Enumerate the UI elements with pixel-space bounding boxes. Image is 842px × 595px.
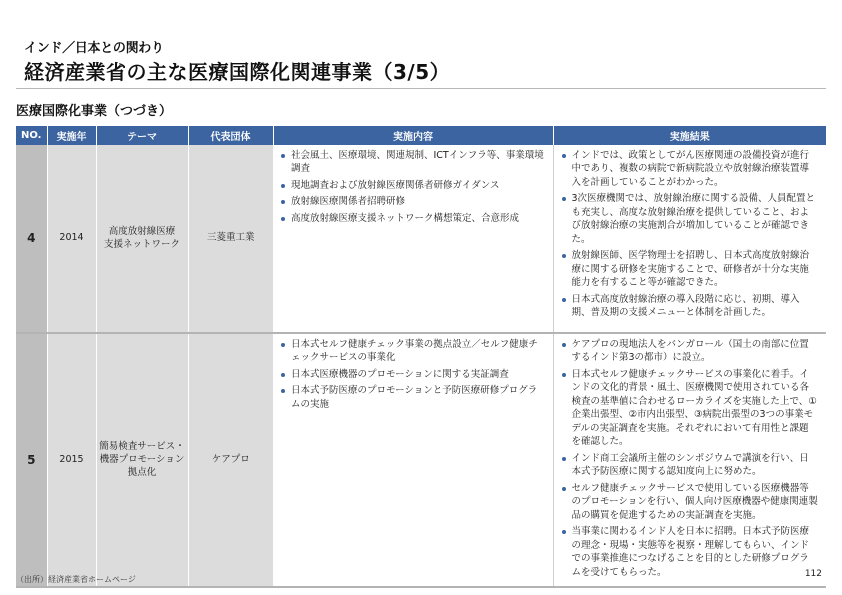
cell-no: 4 — [16, 145, 47, 333]
list-item: 現地調査および放射線医療関係者研修ガイダンス — [281, 179, 545, 192]
table-header-row — [16, 126, 826, 145]
list-item: 日本式医療機器のプロモーションに関する実証調査 — [281, 368, 545, 381]
table-row — [16, 145, 826, 333]
list-item: ケアプロの現地法人をバンガロール（国土の南部に位置するインド第3の都市）に設立。 — [562, 338, 819, 365]
table-row — [16, 333, 826, 587]
cell-theme — [96, 145, 188, 333]
list-item: 日本式セルフ健康チェックサービスの事業化に着手。インドの文化的背景・風土、医療機関で使用されている各検査の基準値に合わせるローカライズを実施した上で、①企業出張型、②市内出張型、③病院出張型の3つの事業モデルの実証調査を実施。それぞれにおいて有用性と課題を確認した。 — [562, 368, 819, 449]
column-header-content: 実施内容 — [273, 126, 553, 145]
cell-org: ケアプロ — [188, 333, 273, 587]
column-header-theme: テーマ — [96, 126, 188, 145]
list-item: 当事業に関わるインド人を日本に招聘。日本式予防医療の理念・現場・実態等を視察・理解してもらい、インドでの事業推進につなげることを目的とした研修プログラムを受けてもらった。 — [562, 525, 819, 579]
content-list — [281, 338, 545, 411]
list-item: 社会風土、医療環境、関連規制、ICTインフラ等、事業環境調査 — [281, 149, 545, 176]
cell-results — [553, 333, 826, 587]
page-title: 経済産業省の主な医療国際化関連事業（3/5） — [24, 60, 451, 84]
column-header-results: 実施結果 — [553, 126, 826, 145]
cell-year: 2014 — [47, 145, 96, 333]
list-item: セルフ健康チェックサービスで使用している医療機器等のプロモーションを行い、個人向け医療機器や健康関連製品の購買を促進するための実証調査を実施。 — [562, 482, 819, 522]
content-list — [281, 149, 545, 225]
cell-content — [273, 145, 553, 333]
page-number: 112 — [804, 569, 822, 579]
list-item: 日本式予防医療のプロモーションと予防医療研修プログラムの実施 — [281, 384, 545, 411]
theme-line-1: 高度放射線医療 — [108, 225, 176, 237]
list-item: 放射線医療関係者招聘研修 — [281, 195, 545, 208]
column-header-org: 代表団体 — [188, 126, 273, 145]
title-divider — [16, 88, 826, 89]
list-item: 日本式高度放射線治療の導入段階に応じ、初期、導入期、普及期の支援メニューと体制を計画した。 — [562, 293, 819, 320]
section-heading: 医療国際化事業（つづき） — [16, 104, 173, 119]
page-subtitle: インド／日本との関わり — [24, 41, 164, 56]
list-item: 放射線医師、医学物理士を招聘し、日本式高度放射線治療に関する研修を実施することで、研修者が十分な実施能力を有すること等が確認できた。 — [562, 249, 819, 289]
list-item: 高度放射線医療支援ネットワーク構想策定、合意形成 — [281, 212, 545, 225]
theme-line-2: 支援ネットワーク — [103, 238, 180, 250]
cell-org: 三菱重工業 — [188, 145, 273, 333]
projects-table — [16, 126, 826, 588]
cell-content — [273, 333, 553, 587]
list-item: 日本式セルフ健康チェック事業の拠点設立／セルフ健康チェックサービスの事業化 — [281, 338, 545, 365]
cell-results — [553, 145, 826, 333]
column-header-year: 実施年 — [47, 126, 96, 145]
cell-no: 5 — [16, 333, 47, 587]
cell-theme: 簡易検査サービス・機器プロモーション拠点化 — [96, 333, 188, 587]
results-list — [562, 149, 819, 320]
results-list — [562, 338, 819, 579]
column-header-no: NO. — [16, 126, 47, 145]
list-item: インド商工会議所主催のシンポジウムで講演を行い、日本式予防医療に関する認知度向上に努めた。 — [562, 452, 819, 479]
list-item: 3次医療機関では、放射線治療に関する設備、人員配置とも充実し、高度な放射線治療を提供していること、および放射線治療の実施割合が増加していることが確認できた。 — [562, 192, 819, 246]
source-note: （出所）経済産業省ホームページ — [16, 575, 136, 584]
cell-year: 2015 — [47, 333, 96, 587]
list-item: インドでは、政策としてがん医療関連の設備投資が進行中であり、複数の病院で新病院設立や放射線治療装置導入を計画していることがわかった。 — [562, 149, 819, 189]
